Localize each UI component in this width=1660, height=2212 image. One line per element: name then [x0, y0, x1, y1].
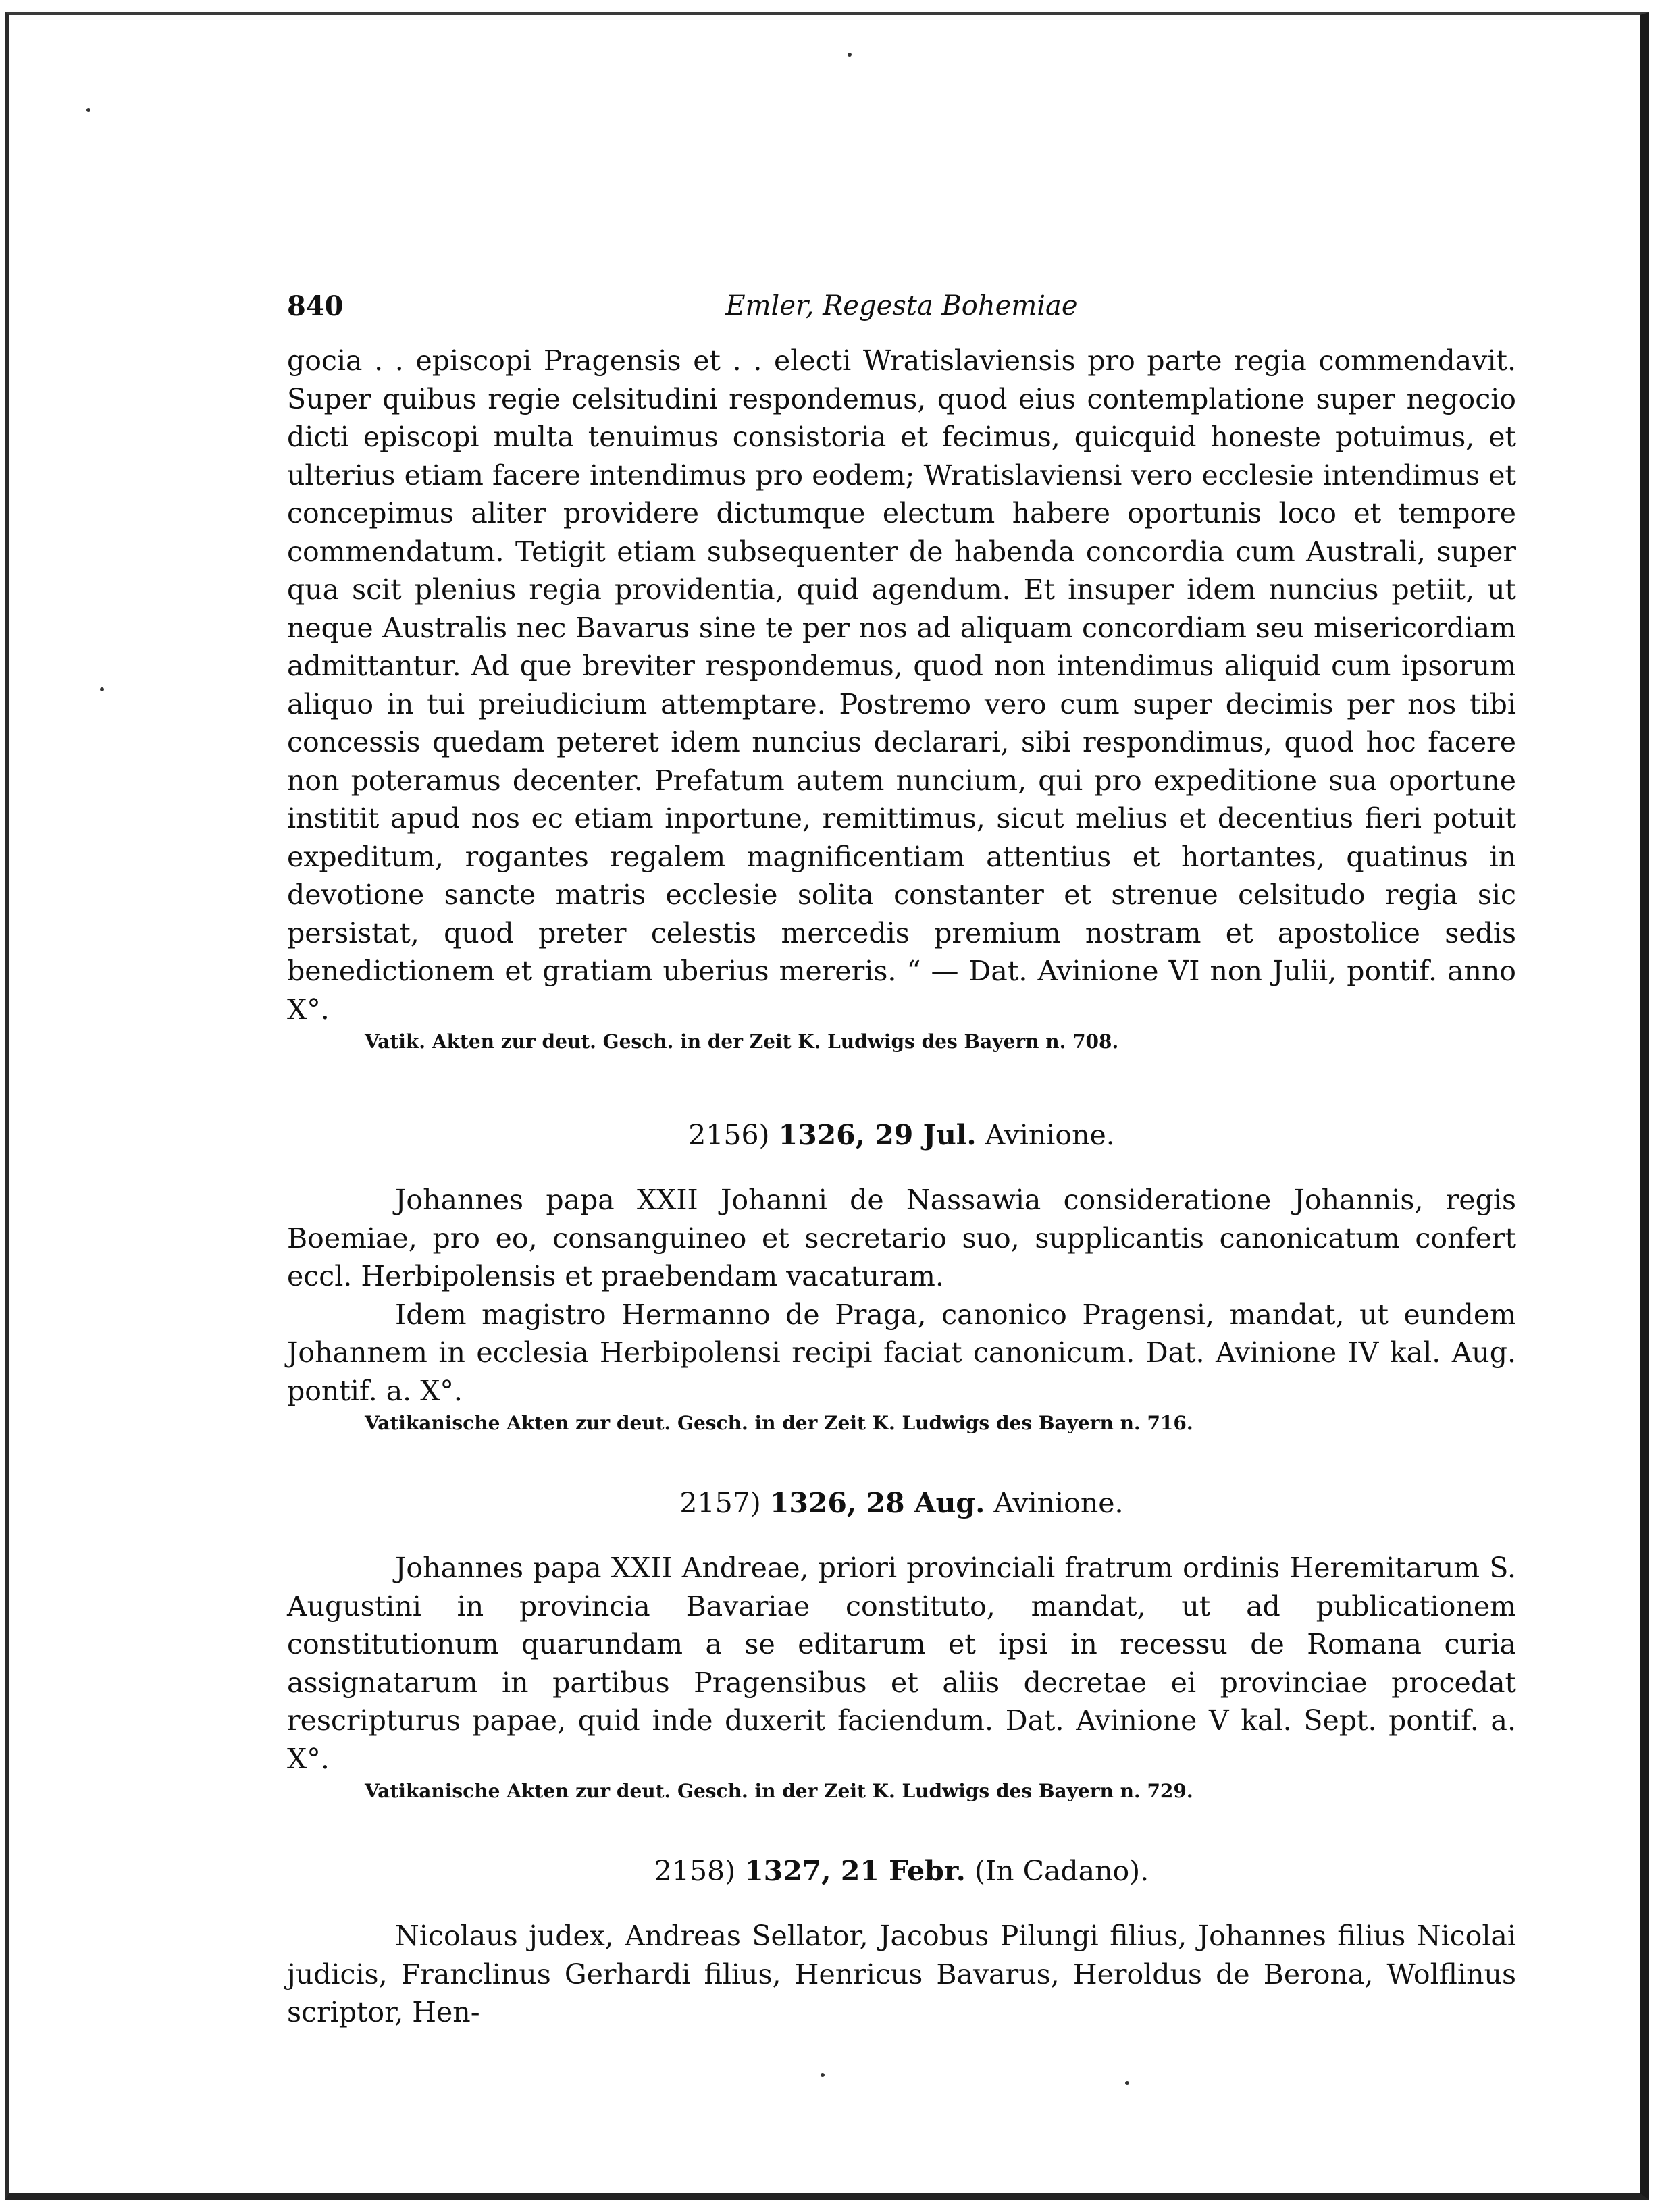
spacer: [287, 1437, 1516, 1484]
entry-paragraph: Johannes papa XXII Andreae, priori provinciali fratrum ordinis Heremitarum S. Augustini in provincia Bavariae constituto, mandat, ut ad publicationem constitutionum quarundam a se editarum et ipsi in recessu de Romana curia assignatarum in partibus Pragensibus et aliis decretae ei provinciae procedat rescripturus papae, quid inde duxerit faciendum. Dat. Avinione V kal. Sept. pontif. a. X°.: [287, 1552, 1516, 1775]
scan-speck: [848, 53, 852, 57]
spacer: [287, 1805, 1516, 1852]
source-citation: Vatikanische Akten zur deut. Gesch. in der Zeit K. Ludwigs des Bayern n. 729.: [365, 1780, 1193, 1802]
entry-heading: [287, 1852, 1516, 1890]
spacer: [287, 1154, 1516, 1181]
page: [287, 290, 1516, 2032]
scan-speck: [821, 2073, 825, 2077]
entry-number: 2156): [688, 1119, 770, 1151]
entry-date: 1327, 21 Febr.: [744, 1855, 966, 1887]
spacer: [287, 1522, 1516, 1549]
entry-heading: [287, 1116, 1516, 1154]
entry-paragraph: Idem magistro Hermanno de Praga, canonico Pragensi, mandat, ut eundem Johannem in ecclesia Herbipolensi recipi faciat canonicum. Dat. Avinione IV kal. Aug. pontif. a. X°.: [287, 1298, 1516, 1407]
entry-date: 1326, 29 Jul.: [778, 1119, 977, 1151]
page-number: 840: [287, 290, 344, 322]
entry-place: Avinione.: [985, 1119, 1115, 1151]
entry-number: 2157): [679, 1487, 761, 1519]
scan-speck: [100, 687, 104, 691]
spacer: [287, 1890, 1516, 1917]
running-title: Emler, Regesta Bohemiae: [725, 290, 1078, 321]
entry-paragraph: Nicolaus judex, Andreas Sellator, Jacobus Pilungi filius, Johannes filius Nicolai judicis, Franclinus Gerhardi filius, Henricus Bavarus, Heroldus de Berona, Wolflinus scriptor, Hen-: [287, 1920, 1516, 2028]
source-citation: Vatikanische Akten zur deut. Gesch. in der Zeit K. Ludwigs des Bayern n. 716.: [365, 1412, 1193, 1434]
spacer: [287, 1055, 1516, 1116]
scan-speck: [86, 108, 90, 112]
entry-place: Avinione.: [993, 1487, 1124, 1519]
continuation-text: gocia . . episcopi Pragensis et . . electi Wratislaviensis pro parte regia commendavit. Super quibus regie celsitudini respondemus, quod eius contemplatione super negocio dicti episcopi multa tenuimus consistoria et fecimus, quicquid honeste potuimus, et ulterius etiam facere intendimus pro eodem; Wratislaviensi vero ecclesie intendimus et concepimus aliter providere dictumque electum habere oportunis loco et tempore commendatum. Tetigit etiam subsequenter de habenda concordia cum Australi, super qua scit plenius regia providentia, quid agendum. Et insuper idem nuncius petiit, ut neque Australis nec Bavarus sine te per nos ad aliquam concordiam seu misericordiam admittantur. Ad que breviter respondemus, quod non intendimus aliquid cum ipsorum aliquo in tui preiudicium attemptare. Postremo vero cum super decimis per nos tibi concessis quedam peteret idem nuncius declarari, sibi respondimus, quod hoc facere non poteramus decenter. Prefatum autem nuncium, qui pro expeditione sua oportune institit apud nos ec etiam inportune, remittimus, sicut melius et decentius fieri potuit expeditum, rogantes regalem magnificentiam attentius et hortantes, quatinus in devotione sancte matris ecclesie solita constanter et strenue celsitudo regia sic persistat, quod preter celestis mercedis premium nostram et apostolice sedis benedictionem et gratiam uberius mereris. “ — Dat. Avinione VI non Julii, pontif. anno X°.: [287, 344, 1516, 1026]
entry-place: (In Cadano).: [974, 1855, 1149, 1887]
entry-paragraph: Johannes papa XXII Johanni de Nassawia consideratione Johannis, regis Boemiae, pro eo, consanguineo et secretario suo, supplicantis canonicatum confert eccl. Herbipolensis et praebendam vacaturam.: [287, 1184, 1516, 1292]
scan-speck: [1125, 2081, 1129, 2085]
entry-number: 2158): [654, 1855, 736, 1887]
header: [287, 290, 1516, 338]
source-citation: Vatik. Akten zur deut. Gesch. in der Zeit K. Ludwigs des Bayern n. 708.: [365, 1030, 1119, 1053]
entry-heading: [287, 1484, 1516, 1522]
entry-date: 1326, 28 Aug.: [769, 1487, 985, 1519]
